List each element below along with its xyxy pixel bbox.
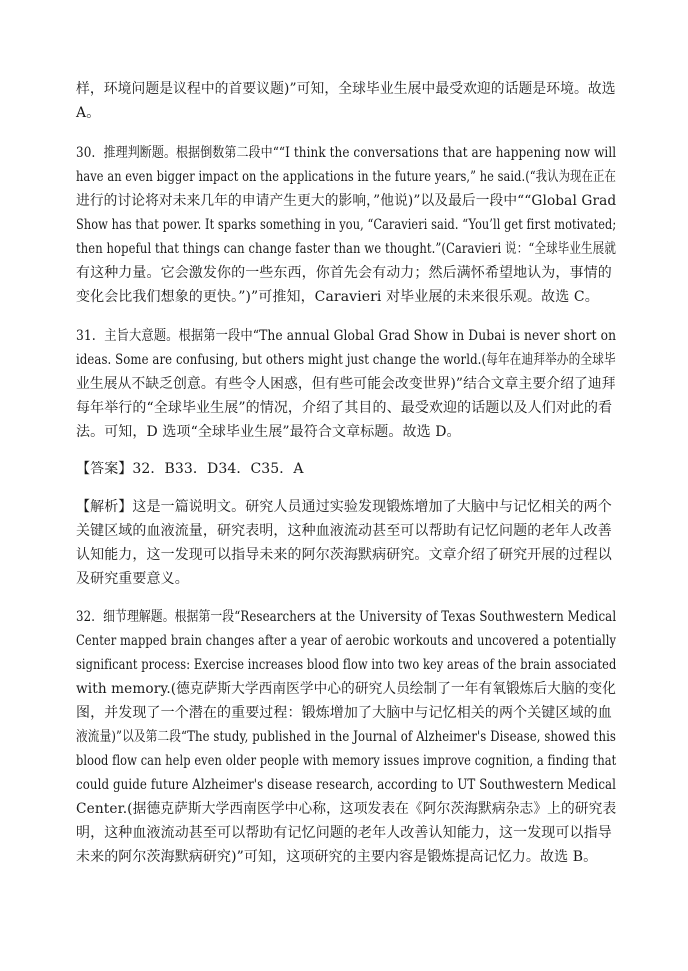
question-30-line: 30．推理判断题。根据倒数第二段中““I think the conversations that are happening now will (76, 145, 617, 161)
text-line: 认知能力，这一发现可以指导未来的阿尔茨海默病研究。文章介绍了研究开展的过程以 (76, 547, 612, 563)
text-line: 业生展从不缺乏创意。有些令人困惑，但有些可能会改变世界)”结合文章主要介绍了迪拜 (76, 376, 616, 392)
text-line: with memory.(德克萨斯大学西南医学中心的研究人员绘制了一年有氧锻炼后大脑的变化 (76, 681, 616, 697)
text-line: significant process: Exercise increases blood flow into two key areas of the brain associated (76, 657, 617, 673)
text-line: 每年举行的“全球毕业生展”的情况，介绍了其目的、最受欢迎的话题以及人们对此的看 (76, 400, 613, 416)
text-line: ideas. Some are confusing, but others might just change the world.(每年在迪拜举办的全球毕 (76, 352, 616, 368)
text-line: Center.(据德克萨斯大学西南医学中心称，这项发表在《阿尔茨海默病杂志》上的研究表 (76, 801, 617, 817)
text-line: 样，环境问题是议程中的首要议题)”可知，全球毕业生展中最受欢迎的话题是环境。故选 (76, 81, 616, 97)
text-line: 有这种力量。它会激发你的一些东西，你首先会有动力；然后满怀希望地认为，事情的 (76, 265, 612, 281)
text-line: 变化会比我们想象的更快。”)”可推知，Caravieri 对毕业展的未来很乐观。故选 C。 (76, 289, 599, 305)
text-line: 液流量)”以及第二段“The study, published in the Journal of Alzheimer's Disease, showed this (76, 729, 617, 745)
analysis-line: 【解析】这是一篇说明文。研究人员通过实验发现锻炼增加了大脑中与记忆相关的两个 (76, 499, 612, 515)
text-line: 进行的讨论将对未来几年的申请产生更大的影响，”他说)”以及最后一段中““Global Grad (76, 193, 617, 209)
question-32-line: 32．细节理解题。根据第一段“Researchers at the University of Texas Southwestern Medical (76, 609, 617, 625)
text-line: then hopeful that things can change faster than we thought.”(Caravieri 说：“全球毕业生展就 (76, 241, 616, 257)
text-line: 关键区域的血液流量，研究表明，这种血液流动甚至可以帮助有记忆问题的老年人改善 (76, 523, 612, 539)
text-line: 明，这种血液流动甚至可以帮助有记忆问题的老年人改善认知能力，这一发现可以指导 (76, 825, 612, 841)
text-line: blood flow can help even older people with memory issues improve cognition, a finding that (76, 753, 617, 769)
text-line: 图，并发现了一个潜在的重要过程：锻炼增加了大脑中与记忆相关的两个关键区域的血 (76, 705, 612, 721)
question-31-line: 31．主旨大意题。根据第一段中“The annual Global Grad Show in Dubai is never short on (76, 328, 617, 344)
text-line: 及研究重要意义。 (76, 571, 189, 587)
text-line: Show has that power. It sparks something in you, “Caravieri said. “You’ll get first motivated; (76, 217, 617, 233)
text-line: could guide future Alzheimer's disease research, according to UT Southwestern Medical (76, 777, 617, 793)
text-line: A。 (76, 105, 101, 121)
text-line: 未来的阿尔茨海默病研究)”可知，这项研究的主要内容是锻炼提高记忆力。故选 B。 (76, 849, 598, 865)
text-line: have an even bigger impact on the applications in the future years,” he said.(“我认为现在正在 (76, 169, 616, 185)
text-line: Center mapped brain changes after a year of aerobic workouts and uncovered a potentially (76, 633, 617, 649)
text-line: 法。可知，D 选项“全球毕业生展”最符合文章标题。故选 D。 (76, 424, 461, 440)
answer-line: 【答案】32．B33．D34．C35．A (76, 461, 304, 477)
